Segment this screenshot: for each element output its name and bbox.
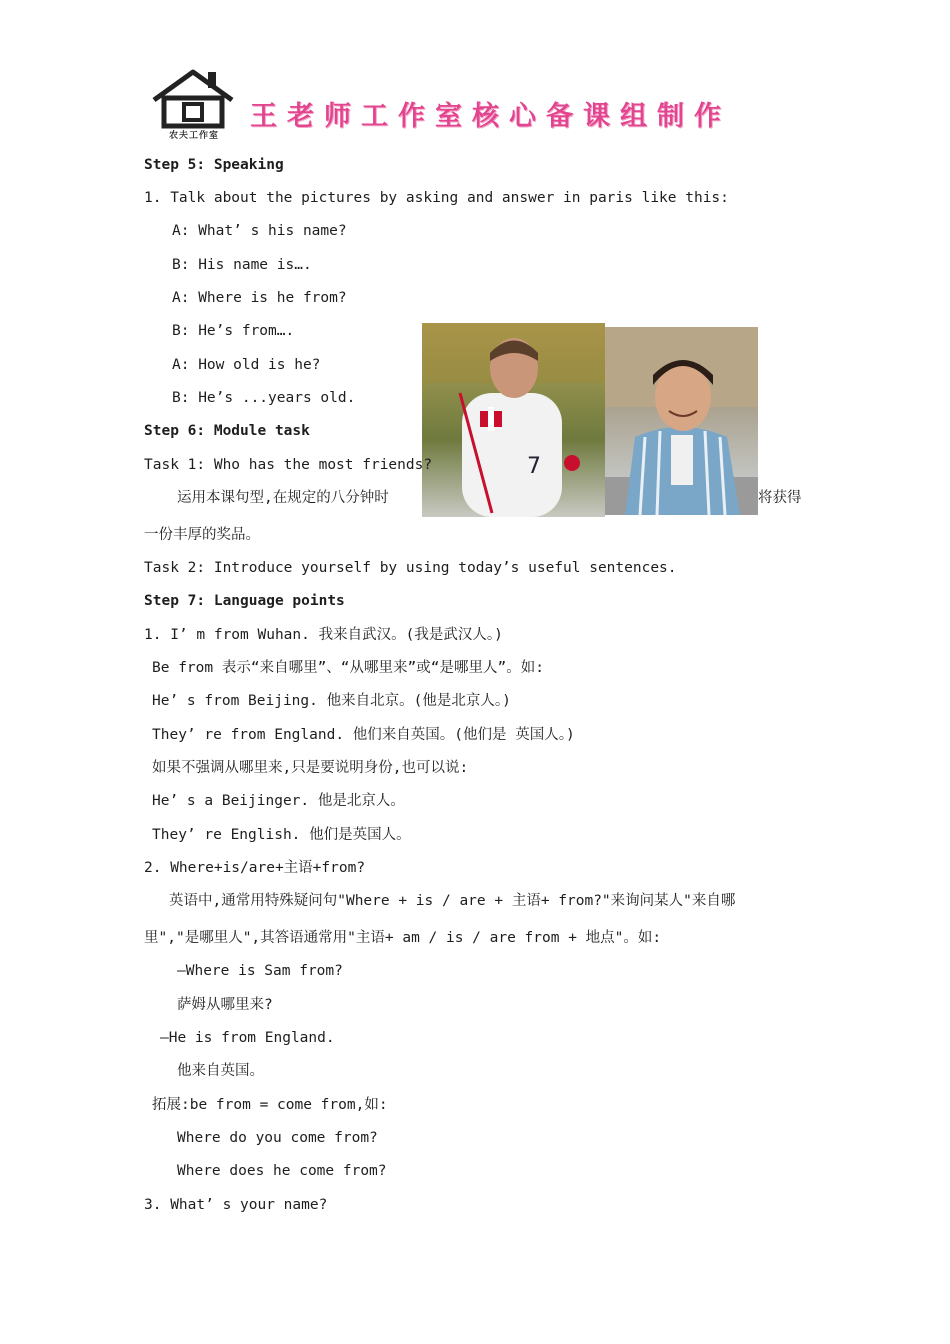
example-sentence: 他来自英国。 xyxy=(177,1063,264,1079)
football-player-image xyxy=(422,323,605,517)
language-point: 英语中,通常用特殊疑问句"Where + is / are + 主语+ from?"来询问某人"来自哪 xyxy=(169,893,736,909)
language-point: 2. Where+is/are+主语+from? xyxy=(144,860,366,876)
example-sentence: Where do you come from? xyxy=(177,1130,378,1146)
language-point: 里","是哪里人",其答语通常用"主语+ am / is / are from + 地点"。如: xyxy=(144,930,662,946)
example-sentence: —He is from England. xyxy=(160,1030,335,1046)
language-point: 3. What’ s your name? xyxy=(144,1197,328,1213)
jersey-number: 7 xyxy=(527,454,541,479)
language-point: 如果不强调从哪里来,只是要说明身份,也可以说: xyxy=(152,760,469,776)
step5-instruction: 1. Talk about the pictures by asking and answer in paris like this: xyxy=(144,190,729,206)
language-point: 拓展:be from = come from,如: xyxy=(152,1097,388,1113)
task1-description-end: 将获得 xyxy=(758,490,802,506)
example-sentence: Where does he come from? xyxy=(177,1163,387,1179)
task1-text: Task 1: Who has the most friends? xyxy=(144,457,433,473)
document-header xyxy=(150,66,810,146)
dialogue-line: B: He’s from…. xyxy=(172,323,295,339)
example-sentence: They’ re from England. 他们来自英国。(他们是 英国人。) xyxy=(152,727,575,743)
task2-text: Task 2: Introduce yourself by using today’s useful sentences. xyxy=(144,560,677,576)
banner-title: 王老师工作室核心备课组制作 xyxy=(250,101,731,132)
language-point: Be from 表示“来自哪里”、“从哪里来”或“是哪里人”。如: xyxy=(152,660,544,676)
dialogue-line: B: He’s ...years old. xyxy=(172,390,356,406)
man-striped-shirt-image xyxy=(605,327,758,515)
man-striped-shirt-photo xyxy=(605,327,758,515)
task1-description: 运用本课句型,在规定的八分钟时 xyxy=(177,490,389,506)
step6-heading: Step 6: Module task xyxy=(144,423,310,439)
example-sentence: They’ re English. 他们是英国人。 xyxy=(152,827,411,843)
football-player-photo xyxy=(422,323,605,517)
step7-heading: Step 7: Language points xyxy=(144,593,345,609)
dialogue-line: B: His name is…. xyxy=(172,257,312,273)
dialogue-line: A: How old is he? xyxy=(172,357,321,373)
example-sentence: 萨姆从哪里来? xyxy=(177,997,273,1013)
example-sentence: —Where is Sam from? xyxy=(177,963,343,979)
task1-description-cont: 一份丰厚的奖品。 xyxy=(144,527,260,543)
logo-caption: 农夫工作室 xyxy=(168,131,219,141)
step5-heading: Step 5: Speaking xyxy=(144,157,284,173)
example-sentence: He’ s from Beijing. 他来自北京。(他是北京人。) xyxy=(152,693,511,709)
example-sentence: He’ s a Beijinger. 他是北京人。 xyxy=(152,793,405,809)
dialogue-line: A: What’ s his name? xyxy=(172,223,347,239)
language-point: 1. I’ m from Wuhan. 我来自武汉。(我是武汉人。) xyxy=(144,627,503,643)
dialogue-line: A: Where is he from? xyxy=(172,290,347,306)
